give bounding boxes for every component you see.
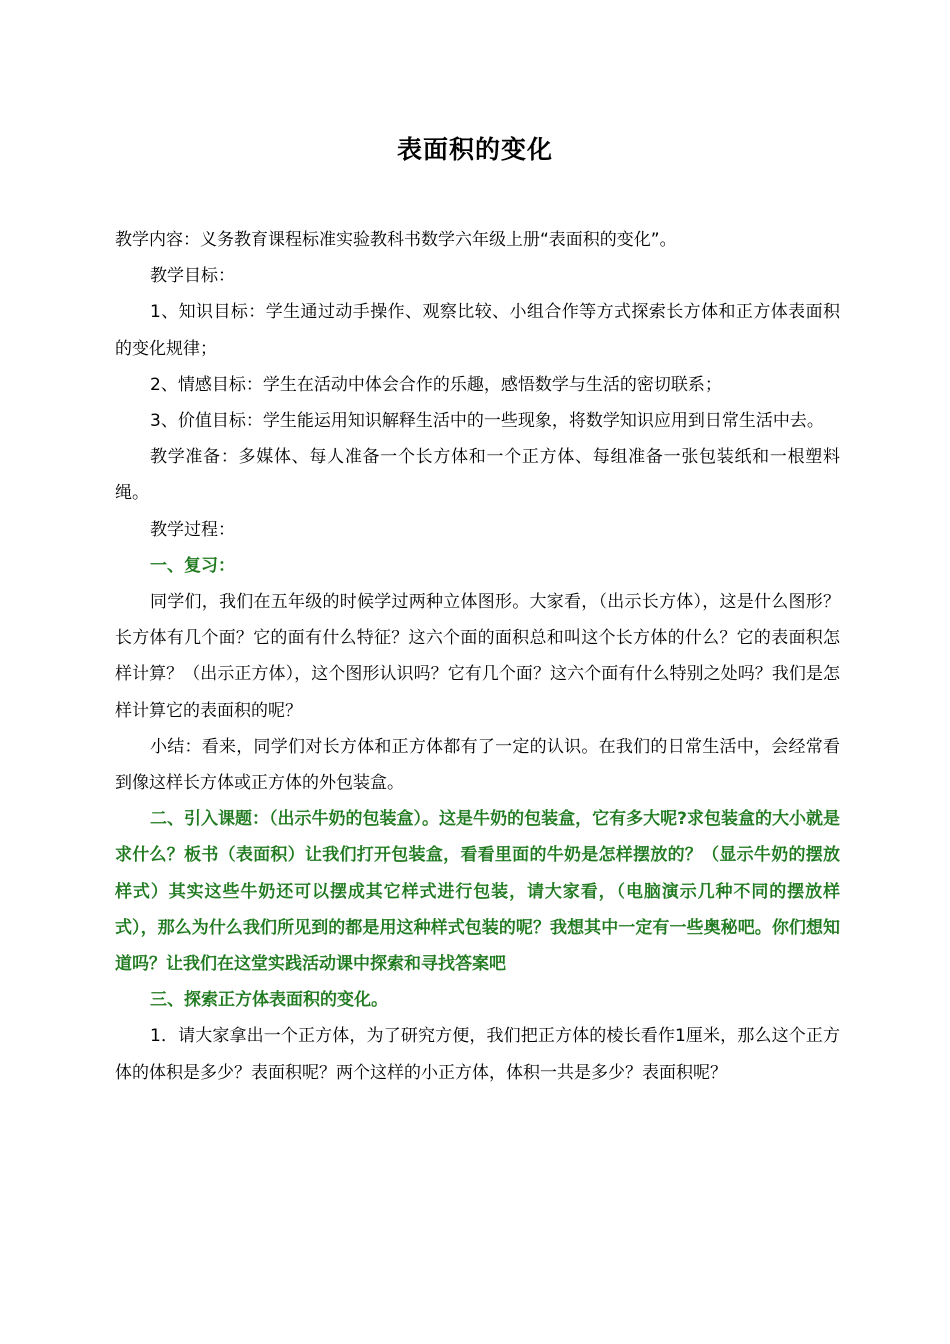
review-section-heading: 一、复习： — [150, 555, 235, 576]
explore-cube-section-heading: 三、探索正方体表面积的变化。 — [150, 990, 388, 1011]
document-title: 表面积的变化 — [396, 135, 553, 164]
teaching-goals-heading: 教学目标： — [150, 266, 235, 287]
value-goal-paragraph: 3、价值目标：学生能运用知识解释生活中的一些现象，将数学知识应用到日常生活中去。 — [150, 411, 824, 432]
summary-paragraph: 小结：看来，同学们对长方体和正方体都有了一定的认识。在我们的日常生活中，会经常看到像这样长方体或正方体的外包装盒。 — [115, 736, 840, 794]
cube-question-paragraph: 1．请大家拿出一个正方体，为了研究方便，我们把正方体的棱长看作1厘米，那么这个正方体的体积是多少？表面积呢？两个这样的小正方体，体积一共是多少？表面积呢？ — [115, 1026, 840, 1083]
teaching-preparation-paragraph: 教学准备：多媒体、每人准备一个长方体和一个正方体、每组准备一张包装纸和一根塑料绳。 — [115, 447, 840, 504]
introduction-section-paragraph: 二、引入课题：（出示牛奶的包装盒）。这是牛奶的包装盒，它有多大呢?求包装盒的大小就是求什么？板书（表面积）让我们打开包装盒，看看里面的牛奶是怎样摆放的？（显示牛奶的摆放样式）其实这些牛奶还可以摆成其它样式进行包装，请大家看，（电脑演示几种不同的摆放样式），那么为什么我们所见到的都是用这种样式包装的呢？我想其中一定有一些奥秘吧。你们想知道吗？让我们在这堂实践活动课中探索和寻找答案吧 — [115, 809, 840, 975]
teaching-process-heading: 教学过程： — [150, 519, 235, 540]
knowledge-goal-paragraph: 1、知识目标：学生通过动手操作、观察比较、小组合作等方式探索长方体和正方体表面积的变化规律； — [115, 302, 840, 359]
review-paragraph: 同学们，我们在五年级的时候学过两种立体图形。大家看，（出示长方体），这是什么图形？长方体有几个面？它的面有什么特征？这六个面的面积总和叫这个长方体的什么？它的表面积怎样计算？（出示正方体），这个图形认识吗？它有几个面？这六个面有什么特别之处吗？我们是怎样计算它的表面积的呢？ — [115, 592, 840, 721]
emotion-goal-paragraph: 2、情感目标：学生在活动中体会合作的乐趣，感悟数学与生活的密切联系； — [150, 374, 722, 395]
document-body — [115, 222, 840, 1091]
teaching-content-paragraph: 教学内容：义务教育课程标准实验教科书数学六年级上册“表面积的变化”。 — [115, 230, 677, 250]
